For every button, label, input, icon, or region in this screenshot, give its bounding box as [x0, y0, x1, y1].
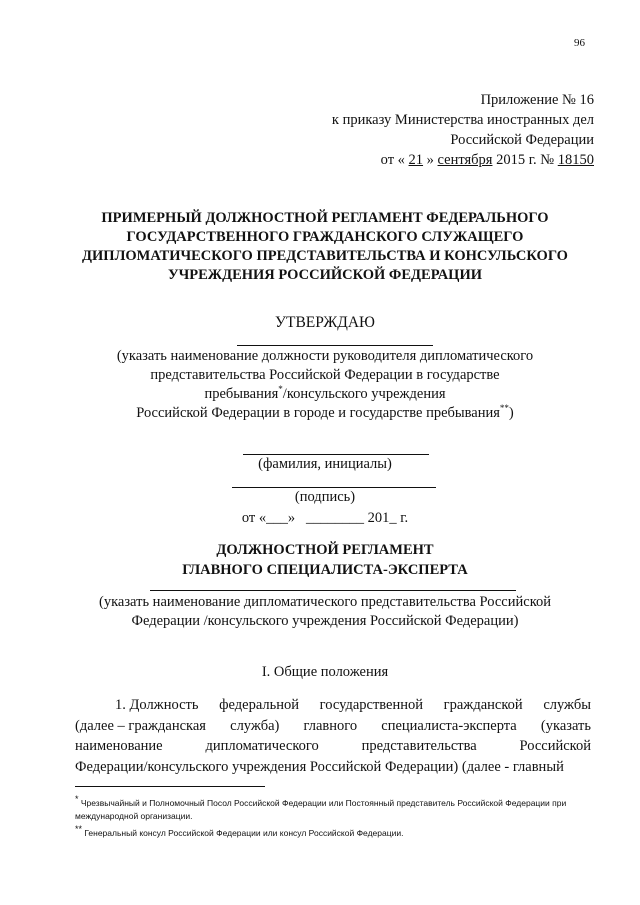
footnote-2-text: Генеральный консул Российской Федерации или консул Российской Федерации. — [82, 828, 404, 838]
paragraph-word: наименование — [75, 738, 163, 754]
paragraph-word: федеральной — [219, 697, 300, 713]
footnote-2 — [75, 824, 591, 840]
approver-hint-line-4a: Российской Федерации в городе и государстве пребывания — [136, 405, 500, 421]
paragraph-word: дипломатического — [205, 738, 319, 754]
approver-hint-line-1: (указать наименование должности руководителя дипломатического — [116, 348, 534, 364]
section-heading: I. Общие положения — [261, 664, 389, 680]
paragraph-word: гражданской — [443, 697, 523, 713]
approver-position-line — [237, 345, 433, 346]
title-line-3: ДИПЛОМАТИЧЕСКОГО ПРЕДСТАВИТЕЛЬСТВА И КОНСУЛЬСКОГО — [82, 248, 568, 264]
approver-hint-line-3b: /консульского учреждения — [282, 386, 446, 402]
appendix-number: 18150 — [557, 152, 594, 168]
paragraph-word: (указать — [540, 717, 591, 734]
appendix-year-text: 2015 г. № — [496, 152, 555, 168]
appendix-date-mid: » — [426, 152, 434, 168]
paragraph-line-2 — [75, 716, 591, 737]
appendix-date-prefix: от « — [380, 152, 405, 168]
approver-hint-line-3 — [60, 385, 590, 404]
approver-hint-line-4 — [60, 404, 590, 423]
approval-date-blank: ________ — [305, 510, 364, 526]
paragraph-word: государственной — [319, 697, 424, 713]
paragraph-word: 1. Должность — [115, 697, 199, 713]
regulation-title-line-2: ГЛАВНОГО СПЕЦИАЛИСТА-ЭКСПЕРТА — [182, 562, 468, 578]
paragraph-word: служба) — [230, 717, 280, 734]
name-hint: (фамилия, инициалы) — [258, 456, 392, 472]
name-line — [243, 454, 429, 455]
appendix-block — [274, 90, 594, 170]
footnote-ref-2: ** — [499, 403, 509, 414]
title-line-2: ГОСУДАРСТВЕННОГО ГРАЖДАНСКОГО СЛУЖАЩЕГО — [126, 229, 524, 245]
paragraph-word: главного — [303, 717, 358, 734]
approver-hint-line-3a: пребывания — [204, 386, 279, 402]
paragraph-line-3 — [75, 736, 591, 757]
appendix-line-2: к приказу Министерства иностранных дел — [331, 112, 594, 128]
signature-hint: (подпись) — [294, 489, 356, 505]
title-line-4: УЧРЕЖДЕНИЯ РОССИЙСКОЙ ФЕДЕРАЦИИ — [167, 267, 483, 283]
paragraph-line-1 — [75, 695, 591, 716]
paragraph-word: представительства — [361, 738, 477, 754]
page-number: 96 — [574, 37, 585, 49]
title-line-1: ПРИМЕРНЫЙ ДОЛЖНОСТНОЙ РЕГЛАМЕНТ ФЕДЕРАЛЬНОГО — [101, 210, 549, 226]
footnote-1-text: Чрезвычайный и Полномочный Посол Российской Федерации или Постоянный представитель Российской Федерации при международной организации. — [75, 798, 567, 821]
footnote-1 — [75, 794, 591, 823]
mission-name-hint — [60, 593, 590, 631]
mission-name-line — [150, 590, 516, 591]
appendix-date-line — [274, 150, 594, 170]
paragraph-word: Российской — [519, 738, 591, 754]
approver-hint-line-2: представительства Российской Федерации в государстве — [150, 367, 500, 383]
document-title — [60, 209, 590, 285]
approve-heading: УТВЕРЖДАЮ — [275, 314, 375, 331]
paragraph-word: (далее – гражданская — [75, 717, 206, 734]
paragraph-word: Федерации/консульского учреждения Российской Федерации) (далее - главный — [75, 758, 564, 775]
footnote-separator — [75, 786, 265, 787]
signature-line — [232, 487, 436, 488]
appendix-line-3: Российской Федерации — [450, 132, 594, 148]
paragraph-word: специалиста-эксперта — [381, 717, 517, 734]
paragraph-word: службы — [543, 697, 591, 713]
approver-hint-line-4b: ) — [508, 405, 514, 421]
appendix-month: сентября — [437, 152, 493, 168]
appendix-line-1: Приложение № 16 — [480, 92, 594, 108]
mission-hint-line-2: Федерации /консульского учреждения Российской Федерации) — [131, 613, 519, 629]
approver-position-hint — [60, 347, 590, 423]
footnote-1-mark: * — [75, 794, 79, 805]
paragraph-line-4 — [75, 757, 591, 778]
approval-date — [60, 510, 590, 527]
regulation-title — [60, 540, 590, 580]
appendix-day: 21 — [408, 152, 424, 168]
footnotes — [75, 794, 591, 844]
approval-date-prefix: от «___» — [241, 510, 296, 526]
mission-hint-line-1: (указать наименование дипломатического представительства Российской — [98, 594, 552, 610]
section-paragraph — [75, 695, 591, 777]
regulation-title-line-1: ДОЛЖНОСТНОЙ РЕГЛАМЕНТ — [216, 542, 434, 558]
footnote-2-mark: ** — [75, 824, 83, 835]
footnote-ref-1: * — [278, 384, 283, 395]
approval-date-year: 201_ г. — [367, 510, 409, 526]
